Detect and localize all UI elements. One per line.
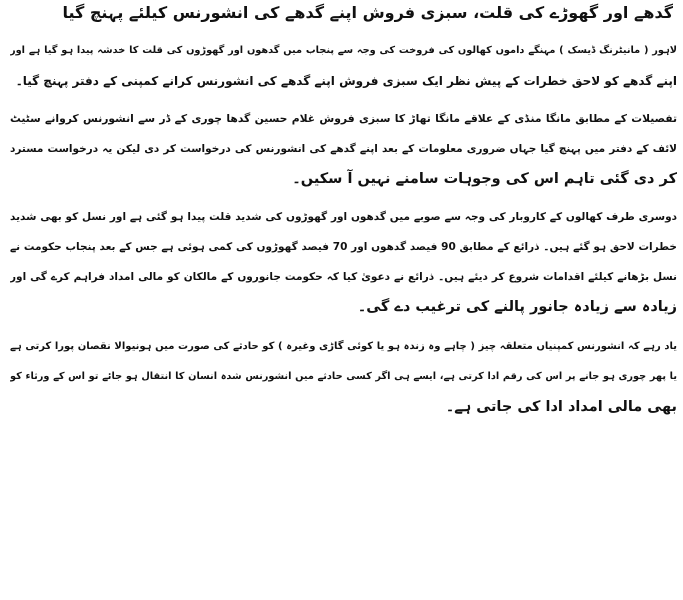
paragraph-line: تفصیلات کے مطابق مانگا منڈی کے علاقے مانگا تھاڑ کا سبزی فروش غلام حسین گدھا چوری کے ڈر سے انشورنس کروانے سٹیٹ (10, 112, 677, 125)
article-paragraph (10, 104, 677, 194)
paragraph-line: بھی مالی امداد ادا کی جاتی ہے۔ (445, 399, 677, 415)
article-headline: گدھے اور گھوڑے کی قلت، سبزی فروش اپنے گدھے کی انشورنس کیلئے پہنچ گیا (62, 3, 673, 22)
paragraph-line: یاد رہے کہ انشورنس کمپنیاں متعلقہ چیز ( چاہے وہ زندہ ہو یا کوئی گاڑی وغیرہ ) کو حادثے کی صورت میں ہونیوالا نقصان پورا کرتی ہے (10, 341, 677, 352)
article-paragraph (10, 36, 677, 96)
paragraph-line: دوسری طرف کھالوں کے کاروبار کی وجہ سے صوبے میں گدھوں اور گھوڑوں کی شدید قلت پیدا ہو گئی ہے اور نسل کو بھی شدید (10, 211, 677, 223)
article-paragraph (10, 202, 677, 322)
paragraph-line: زیادہ سے زیادہ جانور پالنے کی ترغیب دے گی۔ (357, 299, 677, 315)
paragraph-line: کر دی گئی تاہم اس کی وجوہات سامنے نہیں آ سکیں۔ (292, 171, 677, 187)
paragraph-line: لاہور ( مانیٹرنگ ڈیسک ) مہنگے داموں کھالوں کی فروخت کی وجہ سے پنجاب میں گدھوں اور گھوڑوں کی قلت کا خدشہ پیدا ہو گیا ہے اور (10, 45, 677, 56)
paragraph-line: اپنے گدھے کو لاحق خطرات کے پیش نظر ایک سبزی فروش اپنے گدھے کی انشورنس کرانے کمپنی کے دفتر پہنچ گیا۔ (15, 74, 677, 88)
article-paragraph (10, 332, 677, 422)
paragraph-line: نسل بڑھانے کیلئے اقدامات شروع کر دیئے ہیں۔ ذرائع نے دعویٰ کیا کہ حکومت جانوروں کے مالکان کو مالی امداد فراہم کرے گی اور (10, 271, 677, 283)
paragraph-line: لائف کے دفتر میں پہنچ گیا جہاں ضروری معلومات کے بعد اپنے گدھے کی انشورنس کی درخواست کر دی لیکن یہ درخواست مسترد (10, 143, 677, 155)
paragraph-line: یا پھر چوری ہو جانے پر اس کی رقم ادا کرتی ہے، ایسے ہی اگر کسی حادثے میں انشورنس شدہ انسان کا انتقال ہو جائے تو اس کے ورثاء کو (10, 371, 677, 382)
paragraph-line: خطرات لاحق ہو گئے ہیں۔ ذرائع کے مطابق 90 فیصد گدھوں اور 70 فیصد گھوڑوں کی کمی ہوئی ہے جس کے بعد پنجاب حکومت نے (10, 241, 677, 253)
